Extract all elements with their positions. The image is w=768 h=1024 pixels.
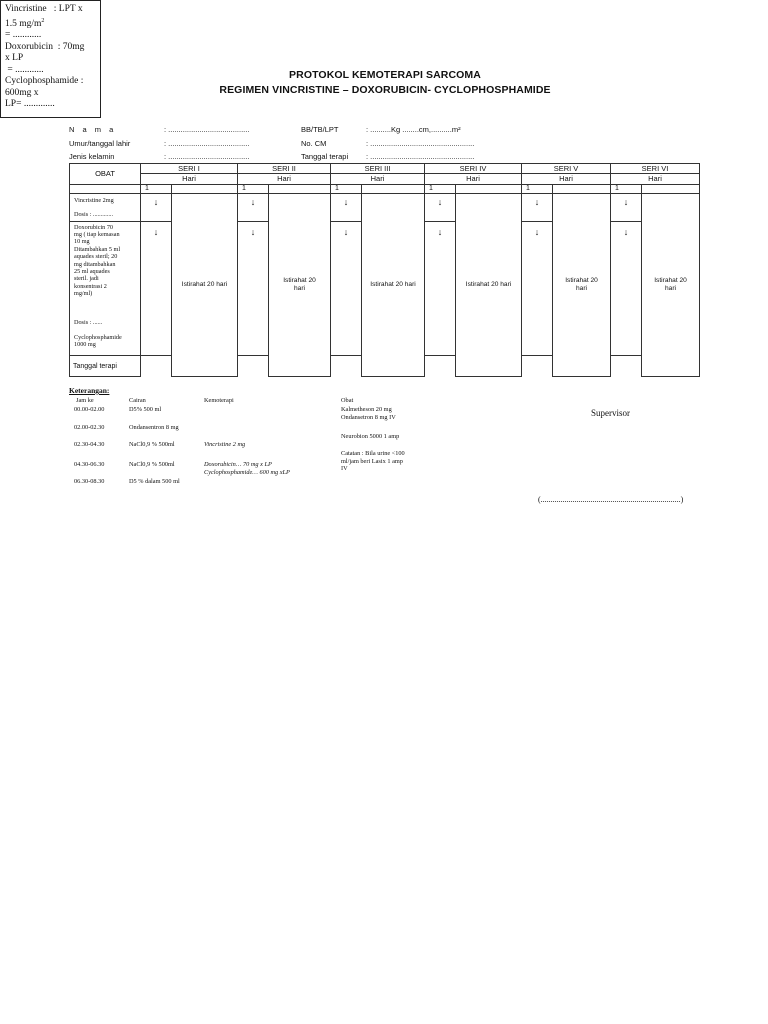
arrow-down-icon: ↓ bbox=[343, 196, 349, 207]
hari-header: Hari bbox=[141, 174, 238, 184]
empty-cell bbox=[642, 184, 700, 193]
cairan-cell: Ondansentron 8 mg bbox=[129, 424, 179, 431]
rest-cell: Istirahat 20 hari bbox=[456, 193, 522, 376]
drug-vincristine: Vincristine 2mg bbox=[74, 196, 114, 204]
hari-header: Hari bbox=[611, 174, 700, 184]
arrow-cell bbox=[238, 193, 269, 221]
hari-header: Hari bbox=[331, 174, 425, 184]
rest-cell: Istirahat 20 hari bbox=[269, 193, 331, 376]
hari-header: Hari bbox=[425, 174, 522, 184]
dose-line: = ............ bbox=[5, 30, 42, 41]
series-header: SERI IV bbox=[425, 164, 522, 174]
rest-cell: Istirahat 20 hari bbox=[172, 193, 238, 376]
cairan-cell: D5% 500 ml bbox=[129, 406, 162, 413]
obat-cell: Neurobion 5000 1 amp bbox=[341, 433, 400, 440]
dose-line: x LP bbox=[5, 53, 24, 64]
dose-line: Cyclophosphamide : bbox=[5, 76, 84, 87]
day-number: 1 bbox=[425, 184, 456, 193]
obat-header: OBAT bbox=[70, 164, 141, 185]
bb-label: BB/TB/LPT bbox=[301, 125, 339, 134]
empty-cell bbox=[553, 184, 611, 193]
arrow-cell bbox=[141, 221, 172, 356]
arrow-cell bbox=[522, 221, 553, 356]
dose-calculation-box bbox=[0, 0, 101, 118]
arrow-down-icon: ↓ bbox=[250, 226, 256, 237]
dose-line: 1.5 $mg/m^2$ bbox=[5, 17, 45, 29]
nama-field[interactable]: : ....................................... bbox=[164, 125, 250, 134]
kemo-cell: Vincristine 2 mg bbox=[204, 441, 246, 448]
empty-cell bbox=[70, 184, 141, 193]
nocm-label: No. CM bbox=[301, 139, 327, 148]
series-header: SERI II bbox=[238, 164, 331, 174]
dose-line: Vincristine : LPT x bbox=[5, 4, 83, 14]
jam-cell: 02.30-04.30 bbox=[74, 441, 105, 448]
arrow-cell bbox=[331, 221, 362, 356]
arrow-down-icon: ↓ bbox=[623, 196, 629, 207]
col-obat-header: Obat bbox=[341, 397, 354, 404]
date-cell[interactable] bbox=[331, 356, 362, 377]
series-header: SERI I bbox=[141, 164, 238, 174]
rest-cell: Istirahat 20 hari bbox=[553, 193, 611, 376]
drug-cyclophosphamide: Cyclophosphamide 1000 mg bbox=[74, 333, 122, 348]
keterangan-heading: Keterangan: bbox=[69, 386, 110, 395]
arrow-down-icon: ↓ bbox=[250, 196, 256, 207]
arrow-cell bbox=[238, 221, 269, 356]
dose-line: LP= ............. bbox=[5, 99, 55, 110]
arrow-down-icon: ↓ bbox=[153, 196, 159, 207]
series-header: SERI III bbox=[331, 164, 425, 174]
nama-label: N a m a bbox=[69, 125, 117, 134]
jam-cell: 06.30-08.30 bbox=[74, 478, 105, 485]
arrow-down-icon: ↓ bbox=[153, 226, 159, 237]
day-number: 1 bbox=[331, 184, 362, 193]
col-cairan-header: Cairan bbox=[129, 397, 146, 404]
date-cell[interactable] bbox=[611, 356, 642, 377]
nocm-field[interactable]: : .................................................. bbox=[366, 139, 475, 148]
jam-cell: 00.00-02.00 bbox=[74, 406, 105, 413]
signature-line[interactable]: (......................................................................) bbox=[538, 495, 684, 504]
dose-line: = ............ bbox=[5, 64, 44, 75]
arrow-cell bbox=[611, 193, 642, 221]
arrow-down-icon: ↓ bbox=[343, 226, 349, 237]
series-header: SERI V bbox=[522, 164, 611, 174]
arrow-cell bbox=[425, 193, 456, 221]
document-title: PROTOKOL KEMOTERAPI SARCOMA bbox=[289, 69, 481, 81]
arrow-cell bbox=[522, 193, 553, 221]
empty-cell bbox=[456, 184, 522, 193]
drug-dosis: Dosis : ............. bbox=[74, 210, 114, 218]
date-cell[interactable] bbox=[522, 356, 553, 377]
arrow-cell bbox=[331, 193, 362, 221]
drug-doxorubicin: Doxorubicin 70 mg ( tiap kemasan 10 mg Ditambahkan 5 ml aquades steril; 20 mg ditambahkan 25 ml aquades steril. jadi konsentrasi 2 mg/ml) bbox=[74, 223, 121, 298]
obat-cell: Catatan : Bila urine <100 ml/jam beri Lasix 1 amp IV bbox=[341, 450, 405, 473]
document-subtitle: REGIMEN VINCRISTINE – DOXORUBICIN- CYCLOPHOSPHAMIDE bbox=[219, 84, 551, 96]
arrow-down-icon: ↓ bbox=[437, 196, 443, 207]
tanggal-terapi-label: Tanggal terapi bbox=[301, 152, 349, 161]
arrow-down-icon: ↓ bbox=[534, 196, 540, 207]
obat-cell: Kalmetheson 20 mg Ondansetron 8 mg IV bbox=[341, 406, 396, 421]
arrow-down-icon: ↓ bbox=[437, 226, 443, 237]
day-number: 1 bbox=[238, 184, 269, 193]
col-jam-header: Jam ke bbox=[76, 397, 94, 404]
arrow-down-icon: ↓ bbox=[534, 226, 540, 237]
dose-line: Doxorubicin : 70mg bbox=[5, 41, 85, 52]
hari-header: Hari bbox=[238, 174, 331, 184]
empty-cell bbox=[362, 184, 425, 193]
day-number: 1 bbox=[611, 184, 642, 193]
jam-cell: 04.30-06.30 bbox=[74, 461, 105, 468]
supervisor-label: Supervisor bbox=[591, 408, 630, 418]
jam-cell: 02.00-02.30 bbox=[74, 424, 105, 431]
arrow-cell bbox=[141, 193, 172, 221]
cairan-cell: NaCl0,9 % 500ml bbox=[129, 441, 175, 448]
arrow-down-icon: ↓ bbox=[623, 226, 629, 237]
arrow-cell bbox=[425, 221, 456, 356]
rest-cell: Istirahat 20 hari bbox=[642, 193, 700, 376]
umur-label: Umur/tanggal lahir bbox=[69, 139, 131, 148]
col-kemoterapi-header: Kemoterapi bbox=[204, 397, 234, 404]
drug-dosis: Dosis : ...... bbox=[74, 318, 103, 326]
tanggal-terapi-field[interactable]: : .................................................. bbox=[366, 152, 475, 161]
cairan-cell: NaCl0,9 % 500ml bbox=[129, 461, 175, 468]
cairan-cell: D5 % dalam 500 ml bbox=[129, 478, 180, 485]
empty-cell bbox=[172, 184, 238, 193]
dose-line: 600mg x bbox=[5, 87, 39, 98]
empty-cell bbox=[269, 184, 331, 193]
date-cell[interactable] bbox=[238, 356, 269, 377]
date-cell[interactable] bbox=[141, 356, 172, 377]
vincristine-cell bbox=[70, 193, 141, 221]
umur-field[interactable]: : ....................................... bbox=[164, 139, 250, 148]
tanggal-terapi-row-label: Tanggal terapi bbox=[70, 356, 141, 377]
rest-cell: Istirahat 20 hari bbox=[362, 193, 425, 376]
arrow-cell bbox=[611, 221, 642, 356]
jenis-kelamin-field[interactable]: : ....................................... bbox=[164, 152, 250, 161]
date-cell[interactable] bbox=[425, 356, 456, 377]
hari-header: Hari bbox=[522, 174, 611, 184]
series-header: SERI VI bbox=[611, 164, 700, 174]
bb-field[interactable]: : ..........Kg ........cm,..........m² bbox=[366, 125, 461, 134]
kemo-cell: Doxorubicin… 70 mg x LP Cyclophosphamide… 600 mg xLP bbox=[204, 461, 290, 476]
doxo-cyclo-cell bbox=[70, 221, 141, 356]
day-number: 1 bbox=[522, 184, 553, 193]
chemo-schedule-table bbox=[69, 163, 700, 377]
day-number: 1 bbox=[141, 184, 172, 193]
jenis-kelamin-label: Jenis kelamin bbox=[69, 152, 115, 161]
